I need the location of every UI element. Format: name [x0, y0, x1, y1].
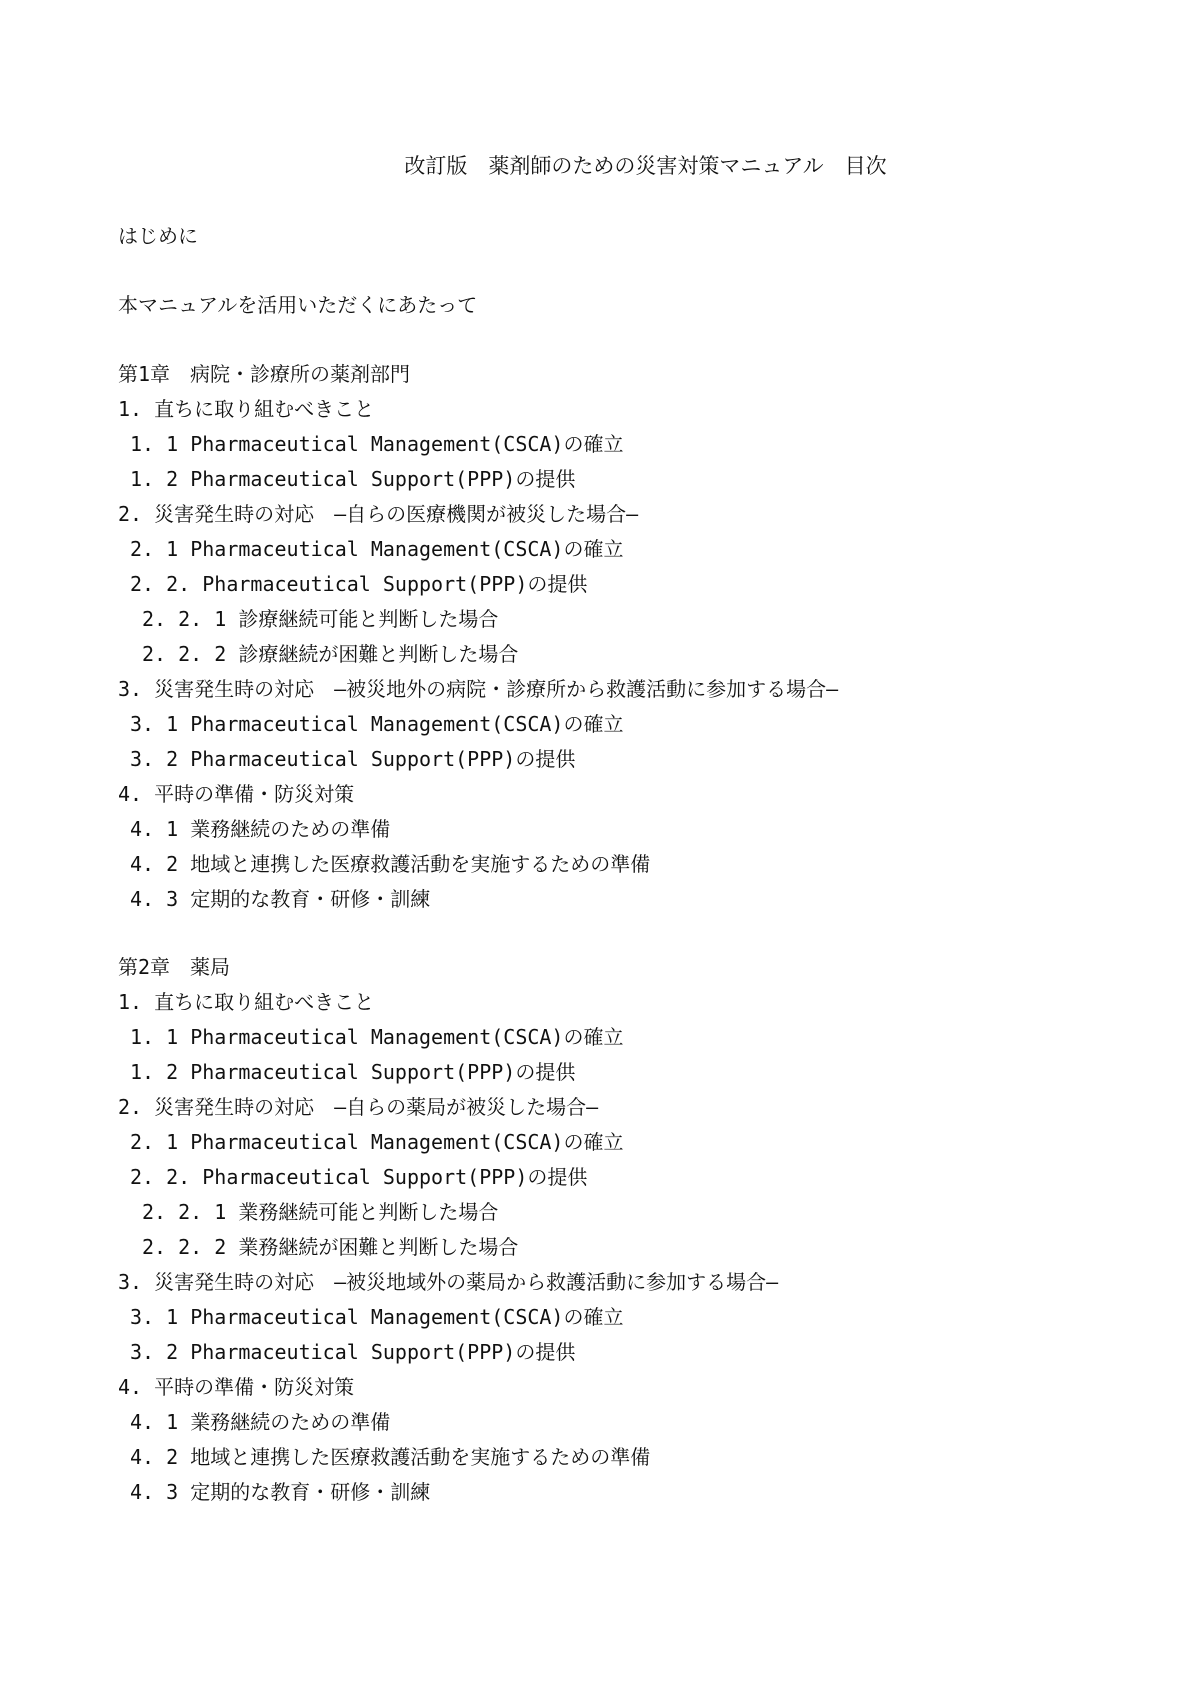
toc-entry: 2. 2. Pharmaceutical Support(PPP)の提供	[130, 572, 588, 596]
toc-entry: 4. 2 地域と連携した医療救護活動を実施するための準備	[130, 852, 651, 876]
toc-entry: 3. 2 Pharmaceutical Support(PPP)の提供	[130, 747, 576, 771]
preface-heading: はじめに	[118, 224, 198, 248]
toc-entry: 4. 3 定期的な教育・研修・訓練	[130, 887, 431, 911]
toc-entry: 1. 1 Pharmaceutical Management(CSCA)の確立	[130, 1025, 624, 1049]
toc-entry: 4. 1 業務継続のための準備	[130, 817, 391, 841]
toc-entry: 1. 2 Pharmaceutical Support(PPP)の提供	[130, 467, 576, 491]
chapter2-section	[118, 950, 778, 1510]
toc-entry: 2. 2. 1 診療継続可能と判断した場合	[142, 607, 499, 631]
document-title-text: 改訂版 薬剤師のための災害対策マニュアル 目次	[404, 154, 887, 178]
toc-entry: 2. 1 Pharmaceutical Management(CSCA)の確立	[130, 537, 624, 561]
chapter1-heading: 第1章 病院・診療所の薬剤部門	[118, 362, 411, 386]
toc-entry: 2. 2. 2 診療継続が困難と判断した場合	[142, 642, 519, 666]
toc-entry: 2. 2. 2 業務継続が困難と判断した場合	[142, 1235, 519, 1259]
toc-entry: 2. 2. Pharmaceutical Support(PPP)の提供	[130, 1165, 588, 1189]
howto-heading: 本マニュアルを活用いただくにあたって	[118, 293, 478, 317]
toc-entry: 2. 2. 1 業務継続可能と判断した場合	[142, 1200, 499, 1224]
toc-entry: 4. 平時の準備・防災対策	[118, 1375, 355, 1399]
toc-entry: 1. 1 Pharmaceutical Management(CSCA)の確立	[130, 432, 624, 456]
document-title	[0, 148, 1181, 184]
toc-entry: 2. 災害発生時の対応 ―自らの薬局が被災した場合―	[118, 1095, 599, 1119]
toc-entry: 2. 災害発生時の対応 ―自らの医療機関が被災した場合―	[118, 502, 639, 526]
toc-entry: 4. 平時の準備・防災対策	[118, 782, 355, 806]
toc-entry: 1. 直ちに取り組むべきこと	[118, 397, 375, 421]
toc-entry: 1. 2 Pharmaceutical Support(PPP)の提供	[130, 1060, 576, 1084]
chapter2-heading: 第2章 薬局	[118, 955, 231, 979]
toc-entry: 3. 1 Pharmaceutical Management(CSCA)の確立	[130, 1305, 624, 1329]
toc-entry: 3. 災害発生時の対応 ―被災地域外の薬局から救護活動に参加する場合―	[118, 1270, 779, 1294]
toc-entry: 4. 2 地域と連携した医療救護活動を実施するための準備	[130, 1445, 651, 1469]
toc-entry: 3. 1 Pharmaceutical Management(CSCA)の確立	[130, 712, 624, 736]
toc-entry: 4. 1 業務継続のための準備	[130, 1410, 391, 1434]
toc-entry: 3. 2 Pharmaceutical Support(PPP)の提供	[130, 1340, 576, 1364]
toc-entry: 1. 直ちに取り組むべきこと	[118, 990, 375, 1014]
chapter1-section	[118, 357, 838, 917]
toc-entry: 4. 3 定期的な教育・研修・訓練	[130, 1480, 431, 1504]
toc-entry: 2. 1 Pharmaceutical Management(CSCA)の確立	[130, 1130, 624, 1154]
toc-entry: 3. 災害発生時の対応 ―被災地外の病院・診療所から救護活動に参加する場合―	[118, 677, 839, 701]
